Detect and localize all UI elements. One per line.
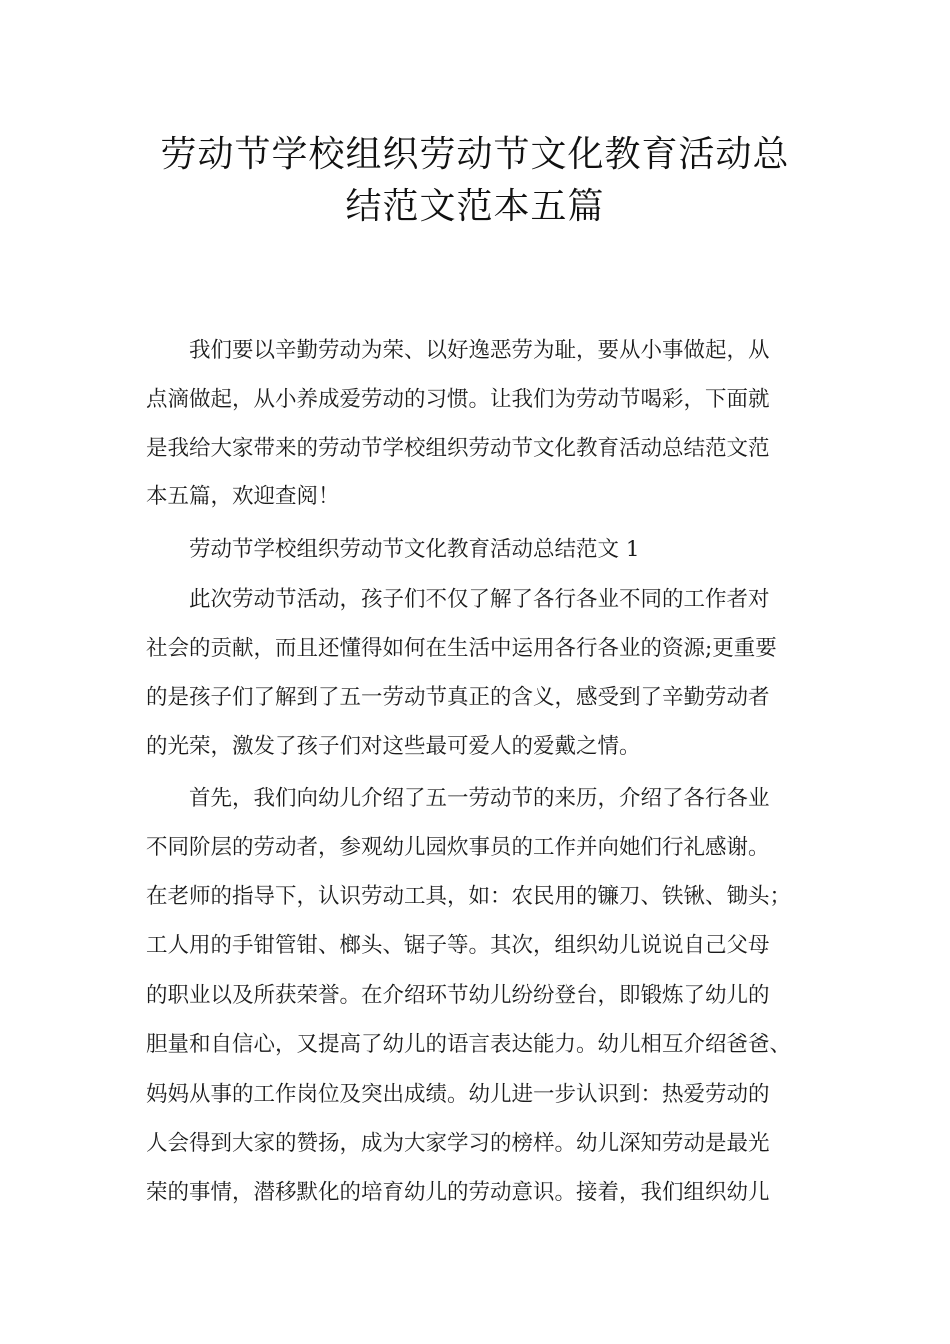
intro-paragraph-line: 我们要以辛勤劳动为荣、以好逸恶劳为耻，要从小事做起，从 [189,338,770,363]
paragraph-line: 不同阶层的劳动者，参观幼儿园炊事员的工作并向她们行礼感谢。 [146,835,770,860]
paragraph-line: 的职业以及所获荣誉。在介绍环节幼儿纷纷登台，即锻炼了幼儿的 [146,983,770,1008]
document-title-line-1: 劳动节学校组织劳动节文化教育活动总 [160,134,790,175]
paragraph-line: 首先，我们向幼儿介绍了五一劳动节的来历，介绍了各行各业 [189,786,770,811]
paragraph-line: 荣的事情，潜移默化的培育幼儿的劳动意识。接着，我们组织幼儿 [146,1180,770,1205]
paragraph-line: 妈妈从事的工作岗位及突出成绩。幼儿进一步认识到：热爱劳动的 [146,1082,770,1107]
paragraph-line: 的是孩子们了解到了五一劳动节真正的含义，感受到了辛勤劳动者 [146,685,770,710]
paragraph-line: 在老师的指导下，认识劳动工具，如：农民用的镰刀、铁锹、锄头； [146,884,792,909]
paragraph-line: 工人用的手钳管钳、榔头、锯子等。其次，组织幼儿说说自己父母 [146,933,770,958]
paragraph-line: 的光荣，激发了孩子们对这些最可爱人的爱戴之情。 [146,734,641,759]
intro-paragraph-line: 本五篇，欢迎查阅！ [146,484,340,509]
paragraph-line: 人会得到大家的赞扬，成为大家学习的榜样。幼儿深知劳动是最光 [146,1131,770,1156]
document-title-line-2: 结范文范本五篇 [345,186,605,227]
paragraph-line: 此次劳动节活动，孩子们不仅了解了各行各业不同的工作者对 [189,587,770,612]
paragraph-line: 社会的贡献，而且还懂得如何在生活中运用各行各业的资源;更重要 [146,636,777,661]
section-heading: 劳动节学校组织劳动节文化教育活动总结范文 1 [189,537,640,562]
intro-paragraph-line: 点滴做起，从小养成爱劳动的习惯。让我们为劳动节喝彩，下面就 [146,387,770,412]
intro-paragraph-line: 是我给大家带来的劳动节学校组织劳动节文化教育活动总结范文范 [146,436,770,461]
paragraph-line: 胆量和自信心，又提高了幼儿的语言表达能力。幼儿相互介绍爸爸、 [146,1032,792,1057]
